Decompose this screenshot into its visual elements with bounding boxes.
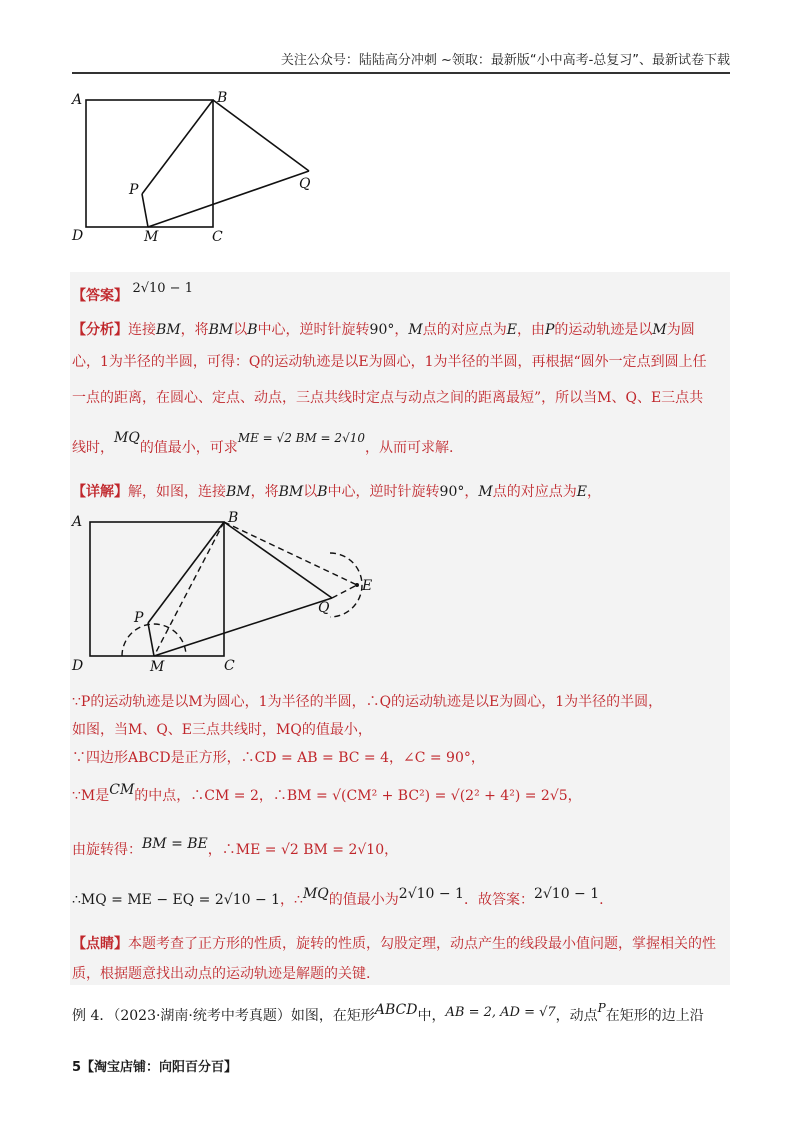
math-b: B (247, 322, 258, 338)
solution-line-3: ∵四边形ABCD是正方形，∴CD = AB = BC = 4，∠C = 90°， (72, 750, 485, 766)
math-e: E (576, 484, 587, 500)
analysis-text: ，从而可求解. (364, 440, 454, 456)
solution-line-1: ∵P的运动轨迹是以M为圆心，1为半径的半圆，∴Q的运动轨迹是以E为圆心，1为半径的半圆， (72, 694, 663, 710)
math-m: M (408, 322, 423, 338)
analysis-text: 以 (233, 322, 248, 338)
solution-text: ．故答案： (463, 892, 534, 908)
math-m: M (652, 322, 667, 338)
label-p: P (134, 610, 144, 626)
solution-text: ， (384, 842, 399, 858)
math-abcd: ABCD (374, 1002, 418, 1018)
label-c: C (224, 658, 235, 674)
math-bm: BM (278, 484, 304, 500)
figure-rotation (66, 508, 386, 676)
analysis-text: 点的对应点为 (422, 322, 507, 338)
math-90: 90° (369, 322, 395, 338)
analysis-text: ，由 (516, 322, 545, 338)
analysis-text: 的值最小，可求 (139, 440, 238, 456)
solution-line-2: 如图，当M、Q、E三点共线时，MQ的值最小， (72, 722, 372, 738)
solution-text: ，∴ (280, 892, 303, 908)
analysis-line-2: 心，1为半径的半圆，可得：Q的运动轨迹是以E为圆心，1为半径的半圆，再根据“圆外一定点到圆上任 (72, 354, 707, 370)
label-a: A (72, 92, 83, 108)
detail-text: ， (464, 484, 479, 500)
analysis-text: 为圆 (666, 322, 695, 338)
solution-line-4 (72, 784, 582, 808)
answer-row (72, 281, 193, 309)
math-m: M (478, 484, 493, 500)
example-text: 例 4．（2023·湖南·统考中考真题）如图，在矩形 (72, 1008, 375, 1024)
solution-text: 的值最小为 (328, 892, 399, 908)
header-divider (72, 72, 730, 74)
math-mq: MQ (302, 886, 329, 902)
detail-text: ，将 (250, 484, 279, 500)
example-text: ，动点 (555, 1008, 598, 1024)
math-b: B (317, 484, 328, 500)
comment-line-1 (72, 932, 716, 956)
solution-text: 的中点，∴CM = 2，∴BM = √(CM² + BC²) = √(2² + 4²) = 2√5 (134, 788, 568, 804)
math-result: 2√10 − 1 (398, 886, 464, 902)
semicircle-m (122, 624, 186, 656)
answer-value: 2√10 − 1 (132, 281, 193, 296)
analysis-text: 线时， (72, 440, 114, 456)
dashed-qe (332, 585, 357, 598)
comment-tag: 【点睛】 (72, 936, 128, 952)
math-e: E (506, 322, 517, 338)
math-p: P (597, 1001, 606, 1015)
analysis-text: ，将 (180, 322, 209, 338)
analysis-text: 连接 (128, 322, 156, 338)
solution-text: ， (567, 788, 582, 804)
math-bm: BM (226, 484, 251, 500)
label-d: D (72, 658, 84, 674)
solution-text: ∵M是 (72, 788, 110, 804)
answer-tag: 【答案】 (72, 288, 128, 304)
math-bm: BM (156, 322, 181, 338)
square-outline (90, 522, 224, 656)
label-m: M (150, 659, 165, 675)
segment-bq (224, 522, 332, 598)
segment-bp (142, 100, 213, 194)
comment-line-2: 质，根据题意找出动点的运动轨迹是解题的关键. (72, 966, 371, 982)
segment-pm (148, 623, 154, 656)
analysis-text: ， (394, 322, 409, 338)
analysis-text: 中心，逆时针旋转 (257, 322, 370, 338)
math-result: 2√10 − 1 (533, 886, 600, 902)
label-c: C (212, 229, 223, 245)
page-header: 关注公众号：陆陆高分冲刺 ~领取：最新版“小中高考-总复习”、最新试卷下载 (280, 53, 730, 68)
analysis-text: 的运动轨迹是以 (554, 322, 653, 338)
example-text: 中， (417, 1008, 446, 1024)
math-90: 90° (439, 484, 465, 500)
segment-bp (148, 522, 224, 623)
comment-text: 本题考查了正方形的性质，旋转的性质，勾股定理，动点产生的线段最小值问题，掌握相关的性 (128, 936, 716, 952)
analysis-line-3: 一点的距离，在圆心、定点、动点，三点共线时定点与动点之间的距离最短”，所以当M、Q、E三点共 (72, 390, 704, 406)
detail-text: 中心，逆时针旋转 (327, 484, 440, 500)
label-a: A (72, 514, 83, 530)
label-q: Q (318, 600, 330, 616)
solution-text: ，∴ME = √2 BM = 2√10 (207, 842, 385, 858)
math-p: P (544, 322, 555, 338)
solution-text: . (599, 892, 604, 908)
label-e: E (362, 578, 373, 594)
analysis-line-4 (72, 430, 454, 460)
detail-text: 以 (303, 484, 318, 500)
label-b: B (217, 90, 228, 106)
detail-text: 点的对应点为 (492, 484, 577, 500)
label-q: Q (299, 176, 311, 192)
math-bm: BM (208, 322, 234, 338)
point-e (355, 583, 359, 587)
math-mq: MQ (114, 430, 140, 446)
figure-square-abcd (66, 88, 326, 248)
detail-line-1 (72, 480, 601, 504)
segment-bq (213, 100, 309, 171)
dashed-be (224, 522, 357, 585)
analysis-tag: 【分析】 (72, 322, 128, 338)
math-me: ME = √2 BM = 2√10 (237, 431, 365, 445)
solution-text: 由旋转得： (72, 842, 142, 858)
math-cm: CM (109, 782, 135, 798)
detail-text: 解，如图，连接 (128, 484, 226, 500)
math-mq-chain: ∴MQ = ME − EQ = 2√10 − 1 (72, 892, 281, 908)
label-d: D (72, 228, 84, 244)
segment-qm (148, 171, 309, 227)
detail-text: ， (586, 484, 601, 500)
segment-pm (142, 194, 148, 227)
math-bm-be: BM = BE (142, 836, 208, 852)
page-footer: 5【淘宝店铺：向阳百分百】 (72, 1060, 238, 1075)
label-m: M (144, 229, 159, 245)
detail-tag: 【详解】 (72, 484, 128, 500)
segment-qm (154, 598, 332, 656)
solution-line-6 (72, 888, 604, 912)
label-b: B (228, 510, 239, 526)
label-p: P (129, 182, 139, 198)
analysis-line-1 (72, 318, 695, 342)
example-text: 在矩形的边上沿 (605, 1008, 704, 1024)
example-4 (72, 1001, 704, 1029)
solution-line-5 (72, 838, 398, 862)
math-ab-ad: AB = 2, AD = √7 (445, 1005, 556, 1020)
square-outline (86, 100, 213, 227)
